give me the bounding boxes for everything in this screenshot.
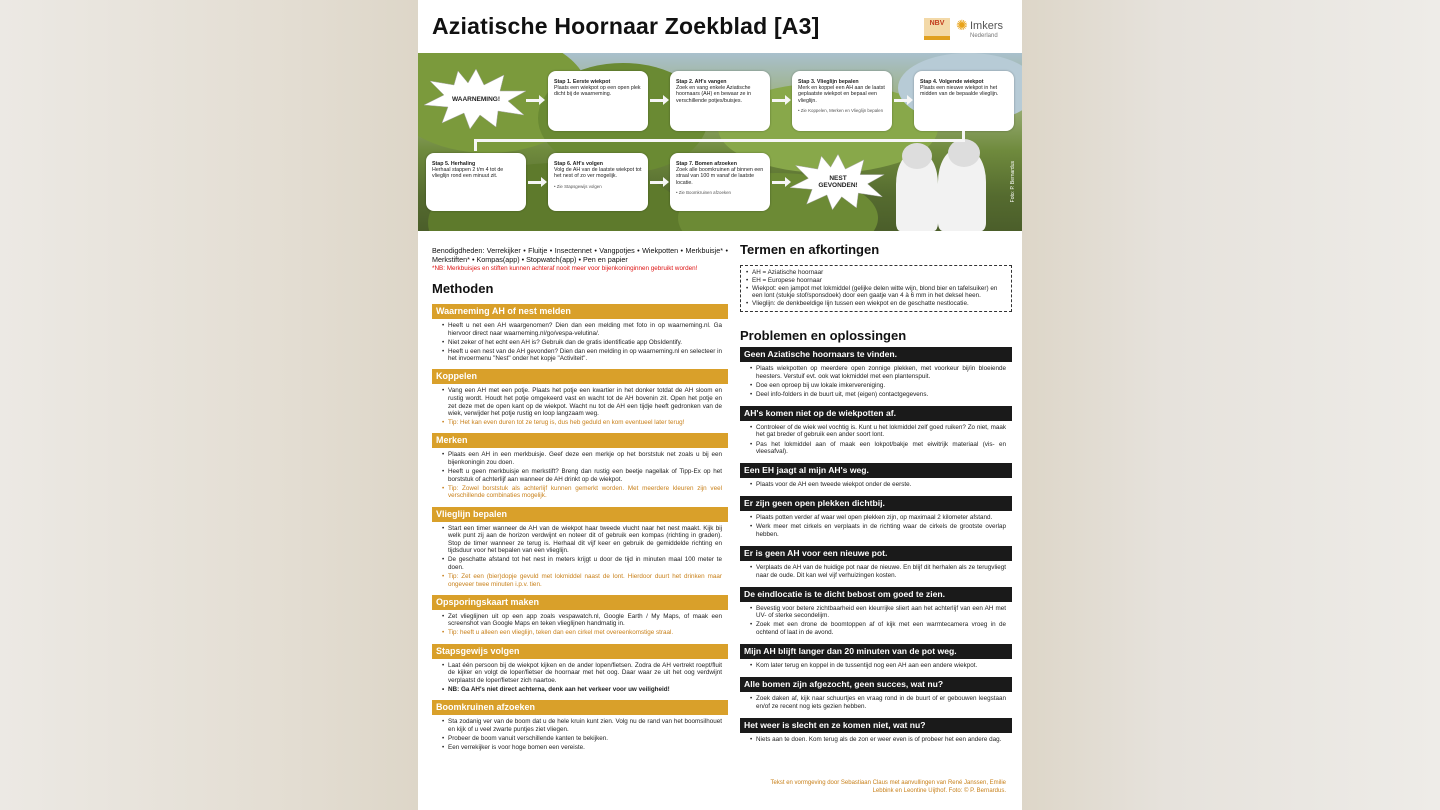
step-2-box bbox=[670, 71, 770, 131]
step-1-text: Plaats een wiekpot op een open plek dicht bij de waarneming. bbox=[554, 85, 641, 98]
method-section-items bbox=[432, 659, 728, 698]
terms-box bbox=[740, 265, 1012, 312]
problem-title: De eindlocatie is te dicht bebost om goed te zien. bbox=[740, 587, 1012, 602]
step-3-title: Stap 3. Vlieglijn bepalen bbox=[798, 79, 859, 85]
list-item: • Een verrekijker is voor hoge bomen een vereiste. bbox=[442, 744, 722, 752]
term-item: • Vlieglijn: de denkbeeldige lijn tussen een wiekpot en de geschatte nestlocatie. bbox=[746, 300, 1006, 308]
problems-heading: Problemen en oplossingen bbox=[740, 327, 907, 343]
method-section-title: Koppelen bbox=[432, 369, 728, 384]
term-item: • Wiekpot: een jampot met lokmiddel (gelijke delen witte wijn, blond bier en tafelsuiker) en een lont (stukje stof/sponsdoek) door een gaatje van 4 à 6 mm in het deksel heen. bbox=[746, 285, 1006, 301]
step-2-text: Zoek en vang enkele Aziatische hoornaars (AH) en bewaar ze in verschillende potjes/buisjes. bbox=[676, 85, 752, 104]
solution-item: • Zoek met een drone de boomtoppen af of kijk met een warmtecamera vroeg in de ochtend of laat in de avond. bbox=[750, 621, 1006, 636]
method-section-title: Vlieglijn bepalen bbox=[432, 507, 728, 522]
solution-item: • Plaats potten verder af waar wel open plekken zijn, op maximaal 2 kilometer afstand. bbox=[750, 514, 1006, 522]
tip-item: • Tip: heeft u alleen een vlieglijn, teken dan een cirkel met overeenkomstige straal. bbox=[442, 629, 722, 637]
problem-title: Geen Aziatische hoornaars te vinden. bbox=[740, 347, 1012, 362]
method-section-items bbox=[432, 319, 728, 367]
imkers-logo-text: Imkers bbox=[970, 20, 1003, 32]
step-5-text: Herhaal stappen 2 t/m 4 tot de vlieglijn rond een minuut zit. bbox=[432, 167, 504, 180]
flow-arrow bbox=[772, 99, 786, 102]
step-4-text: Plaats een nieuwe wiekpot in het midden van de bepaalde vlieglijn. bbox=[920, 85, 999, 98]
step-3-text: Merk en koppel een AH aan de laatst geplaatste wiekpot en bepaal een vlieglijn. bbox=[798, 85, 885, 104]
solution-item: • Plaats wiekpotten op meerdere open zonnige plekken, met voorkeur bij/in bloeiende heesters. Verstuif evt. ook wat lokmiddel met een plantenspuit. bbox=[750, 365, 1006, 380]
page-title: Aziatische Hoornaar Zoekblad [A3] bbox=[432, 13, 820, 39]
list-item: • De geschatte afstand tot het nest in meters krijgt u door de tijd in minuten maal 100 meter te doen. bbox=[442, 556, 722, 571]
step-6-text: Volg de AH van de laatste wiekpot tot het nest of zo ver mogelijk. bbox=[554, 167, 642, 180]
problem-title: Alle bomen zijn afgezocht, geen succes, wat nu? bbox=[740, 677, 1012, 692]
list-item: • NB: Ga AH's niet direct achterna, denk aan het verkeer voor uw veiligheid! bbox=[442, 686, 722, 694]
tip-item: • Tip: Het kan even duren tot ze terug is, dus heb geduld en kom eventueel later terug! bbox=[442, 419, 722, 427]
flow-arrow bbox=[650, 181, 664, 184]
solution-item: • Controleer of de wiek wel vochtig is. Kunt u het lokmiddel zelf goed ruiken? Zo niet, maak het gat breder of gebruik een ander soort lont. bbox=[750, 424, 1006, 439]
list-item: • Laat één persoon bij de wiekpot kijken en de ander lopen/fietsen. Zodra de AH vertrekt roept/fluit de kijker en volgt de loper/fietser de hoornaar met het oog. Daar waar ze uit het oog verdwijnt verplaatst de loper/fietser zich naartoe. bbox=[442, 662, 722, 685]
method-section-items bbox=[432, 384, 728, 431]
solution-item: • Kom later terug en koppel in de tussentijd nog een AH aan een andere wiekpot. bbox=[750, 662, 1006, 670]
method-section-title: Stapsgewijs volgen bbox=[432, 644, 728, 659]
list-item: • Heeft u een nest van de AH gevonden? Dien dan een melding in op waarneming.nl en selecteer in het invoermenu "Nest" onder het kopje "Activiteit". bbox=[442, 348, 722, 363]
problem-title: Er is geen AH voor een nieuwe pot. bbox=[740, 546, 1012, 561]
term-item: • EH = Europese hoornaar bbox=[746, 277, 1006, 285]
step-7-note: • Zie Boomkruinen afzoeken bbox=[676, 189, 731, 195]
method-section-items bbox=[432, 715, 728, 756]
step-1-box bbox=[548, 71, 648, 131]
method-section-title: Opsporingskaart maken bbox=[432, 595, 728, 610]
problems-list bbox=[740, 347, 1012, 748]
credits: Tekst en vormgeving door Sebastiaan Claus met aanvullingen van René Janssen, Emilie Lebbink en Leontine Uijthof. Foto: © P. Bernardus. bbox=[770, 780, 1006, 794]
list-item: • Niet zeker of het echt een AH is? Gebruik dan de gratis identificatie app ObsIdentify. bbox=[442, 339, 722, 347]
photo-credit: Foto: P. Bernardus bbox=[1010, 161, 1016, 203]
document-sheet bbox=[418, 0, 1022, 810]
method-section-title: Boomkruinen afzoeken bbox=[432, 700, 728, 715]
sun-icon: ✺ bbox=[956, 17, 968, 33]
solution-item: • Verplaats de AH van de huidige pot naar de nieuwe. En blijf dit herhalen als ze terugvliegt naar de oude. Dit kan wel vijf verhuizingen kosten. bbox=[750, 564, 1006, 579]
list-item: • Heeft u net een AH waargenomen? Dien dan een melding met foto in op waarneming.nl. Ga hiervoor direct naar waarneming.nl/go/vespa-velutina/. bbox=[442, 322, 722, 337]
end-burst: NEST GEVONDEN! bbox=[818, 175, 858, 189]
requirements-text: Benodigdheden: Verrekijker • Fluitje • Insectennet • Vangpotjes • Wiekpotten • Merkbuisje* • Merkstiften* • Kompas(app) • Stopwatch(app) • Pen en papier bbox=[432, 246, 728, 264]
step-6-box bbox=[548, 153, 648, 211]
flow-arrow bbox=[894, 99, 908, 102]
imkers-nederland-logo bbox=[956, 15, 1008, 43]
list-item: • Probeer de boom vanuit verschillende kanten te bekijken. bbox=[442, 735, 722, 743]
problem-solutions bbox=[740, 659, 1012, 674]
solution-item: • Bevestig voor betere zichtbaarheid een kleurrijke sliert aan het achterlijf van een AH met UV- of sterke secondelijm. bbox=[750, 605, 1006, 620]
step-1-title: Stap 1. Eerste wiekpot bbox=[554, 79, 611, 85]
method-section-items bbox=[432, 610, 728, 642]
problem-solutions bbox=[740, 421, 1012, 460]
requirements-note: *NB: Merkbuisjes en stiften kunnen achteraf nooit meer voor bijenkoninginnen gebruikt worden! bbox=[432, 265, 698, 272]
method-section-title: Merken bbox=[432, 433, 728, 448]
problem-solutions bbox=[740, 511, 1012, 543]
flow-arrow bbox=[772, 181, 786, 184]
nbv-logo-text: NBV bbox=[929, 20, 945, 27]
problem-solutions bbox=[740, 478, 1012, 493]
flowchart-photo bbox=[418, 53, 1022, 231]
term-item: • AH = Aziatische hoornaar bbox=[746, 269, 1006, 277]
tip-item: • Tip: Zet een (bier)dopje gevuld met lokmiddel naast de lont. Hierdoor duurt het drinken maar ongeveer twee minuten i.p.v. tien. bbox=[442, 573, 722, 588]
list-item: • Heeft u geen merkbuisje en merkstift? Breng dan rustig een beetje nagellak of Tipp-Ex op het borststuk of achterlijf aan wanneer de AH drinkt op de wiekpot. bbox=[442, 468, 722, 483]
solution-item: • Doe een oproep bij uw lokale imkervereniging. bbox=[750, 382, 1006, 390]
step-5-box bbox=[426, 153, 526, 211]
requirements bbox=[432, 246, 728, 273]
step-6-note: • Zie Stapsgewijs volgen bbox=[554, 183, 602, 189]
solution-item: • Plaats voor de AH een tweede wiekpot onder de eerste. bbox=[750, 481, 1006, 489]
nbv-logo bbox=[924, 18, 950, 40]
list-item: • Zet vlieglijnen uit op een app zoals vespawatch.nl, Google Earth / My Maps, of maak een screenshot van Google Maps en teken vlieglijnen handmatig in. bbox=[442, 613, 722, 628]
flow-arrow bbox=[526, 99, 540, 102]
flow-arrow bbox=[528, 181, 542, 184]
problem-title: Het weer is slecht en ze komen niet, wat nu? bbox=[740, 718, 1012, 733]
step-3-box bbox=[792, 71, 892, 131]
problem-solutions bbox=[740, 362, 1012, 403]
problem-title: Een EH jaagt al mijn AH's weg. bbox=[740, 463, 1012, 478]
nederland-logo-text: Nederland bbox=[970, 33, 998, 39]
step-7-title: Stap 7. Bomen afzoeken bbox=[676, 161, 737, 167]
problem-title: AH's komen niet op de wiekpotten af. bbox=[740, 406, 1012, 421]
tip-item: • Tip: Zowel borststuk als achterlijf kunnen gemerkt worden. Met meerdere kleuren zijn veel verschillende combinaties mogelijk. bbox=[442, 485, 722, 500]
background-left bbox=[0, 0, 420, 810]
step-5-title: Stap 5. Herhaling bbox=[432, 161, 476, 167]
problem-solutions bbox=[740, 561, 1012, 584]
solution-item: • Zoek daken af, kijk naar schuurtjes en vraag rond in de buurt of er gebouwen leegstaan en/of ze recent nog iets gezien hebben. bbox=[750, 695, 1006, 710]
background-right bbox=[1020, 0, 1440, 810]
step-6-title: Stap 6. AH's volgen bbox=[554, 161, 604, 167]
method-section-items bbox=[432, 522, 728, 593]
method-section-items bbox=[432, 448, 728, 504]
flow-connector bbox=[474, 139, 965, 142]
solution-item: • Pas het lokmiddel aan of maak een lokpot/bakje met eiwitrijk materiaal (vis- en vleesafval). bbox=[750, 441, 1006, 456]
step-2-title: Stap 2. AH's vangen bbox=[676, 79, 727, 85]
list-item: • Vang een AH met een potje. Plaats het potje een kwartier in het donker totdat de AH sloom en rustig wordt. Houdt het potje omgekeerd vast en wacht tot de AH bovenin zit. Open het potje en zet deze met de open kant op de wiekpot. Wacht nu tot de AH een tijdje heeft gedronken van de wiek, verwijder het potje rustig en loop langzaam weg. bbox=[442, 387, 722, 417]
problem-solutions bbox=[740, 692, 1012, 715]
start-burst: WAARNEMING! bbox=[451, 95, 501, 103]
methods-heading: Methoden bbox=[432, 281, 494, 296]
solution-item: • Deel info-folders in de buurt uit, met (eigen) contactgegevens. bbox=[750, 391, 1006, 399]
terms-heading: Termen en afkortingen bbox=[740, 242, 880, 257]
flow-connector bbox=[474, 139, 477, 151]
list-item: • Plaats een AH in een merkbuisje. Geef deze een merkje op het borststuk net zoals u bij een bijenkoningin zou doen. bbox=[442, 451, 722, 466]
flow-arrow bbox=[650, 99, 664, 102]
problem-solutions bbox=[740, 733, 1012, 748]
solution-item: • Werk meer met cirkels en verplaats in de richting waar de cirkels de grootste overlap hebben. bbox=[750, 523, 1006, 538]
step-4-title: Stap 4. Volgende wiekpot bbox=[920, 79, 984, 85]
step-4-box bbox=[914, 71, 1014, 131]
methods-column bbox=[432, 302, 728, 756]
list-item: • Sta zodanig ver van de boom dat u de hele kruin kunt zien. Volg nu de rand van het boomsilhouet en kijk of u veel zwarte puntjes ziet vliegen. bbox=[442, 718, 722, 733]
step-3-note: • Zie Koppelen, Merken en Vlieglijn bepalen bbox=[798, 107, 884, 113]
problem-title: Er zijn geen open plekken dichtbij. bbox=[740, 496, 1012, 511]
list-item: • Start een timer wanneer de AH van de wiekpot haar tweede vlucht naar het nest maakt. Kijk bij welk punt zij aan de horizon verdwijnt en noteer dit of gebruik een kompas (richting in graden). Stop de timer wanneer ze terug is. Herhaal dit vijf keer en gebruik de gemiddelde richting en tijdsduur voor het bepalen van een vlieglijn. bbox=[442, 525, 722, 555]
solution-item: • Niets aan te doen. Kom terug als de zon er weer even is of probeer het een andere dag. bbox=[750, 736, 1006, 744]
right-column bbox=[740, 242, 1012, 748]
method-section-title: Waarneming AH of nest melden bbox=[432, 304, 728, 319]
step-7-text: Zoek alle boomkruinen af binnen een straal van 100 m vanaf de laatste locatie. bbox=[676, 167, 764, 186]
problem-title: Mijn AH blijft langer dan 20 minuten van de pot weg. bbox=[740, 644, 1012, 659]
problem-solutions bbox=[740, 602, 1012, 641]
step-7-box bbox=[670, 153, 770, 211]
